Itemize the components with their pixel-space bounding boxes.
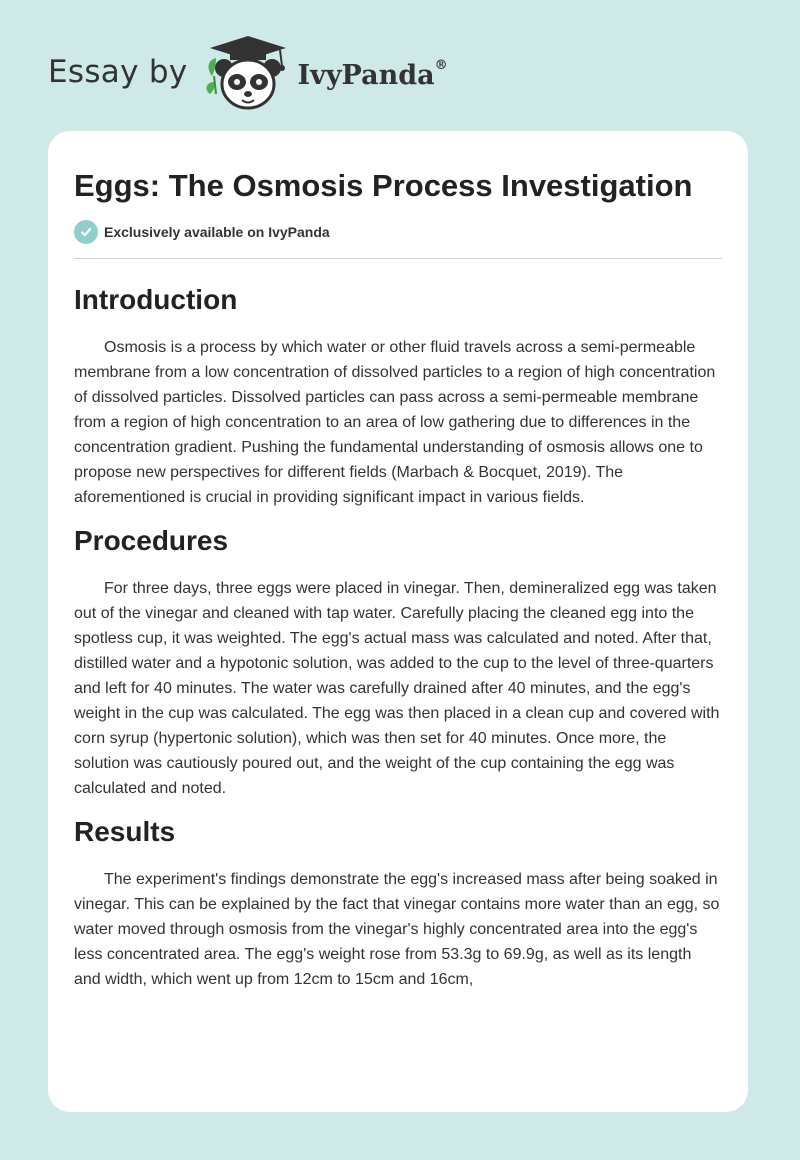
panda-graduate-icon (202, 32, 294, 112)
badge-label: Exclusively available on IvyPanda (104, 224, 330, 240)
section-text-procedures: For three days, three eggs were placed in vinegar. Then, demineralized egg was taken out of the vinegar and cleaned with tap water. Carefully placing the cleaned egg into the spotless cup, it was weighted. The egg's actual mass was calculated and noted. After that, distilled water and a hypotonic solution, was added to the cup to the level of three-quarters and left for 40 minutes. The water was carefully drained after 40 minutes, and the egg's weight in the cup was calculated. The egg was then placed in a clean cup and covered with corn syrup (hypertonic solution), which was then set for 40 minutes. Once more, the solution was cautiously poured out, and the weight of the cup containing the egg was calculated and noted. (74, 580, 720, 797)
essay-by-label: Essay by (48, 54, 188, 90)
section-heading-results: Results (74, 816, 176, 847)
section-heading-introduction: Introduction (74, 284, 238, 315)
article-card (48, 131, 748, 1112)
site-header (48, 32, 448, 112)
ivypanda-logo[interactable] (202, 32, 448, 112)
exclusive-badge (74, 220, 722, 259)
brand-name: IvyPanda® (297, 57, 448, 91)
article-title: Eggs: The Osmosis Process Investigation (74, 168, 693, 203)
section-text-introduction: Osmosis is a process by which water or other fluid travels across a semi-permeable membrane from a low concentration of dissolved particles to a region of high concentration of dissolved particles. Dissolved particles can pass across a semi-permeable membrane from a region of high concentration to an area of low gathering due to differences in the concentration gradient. Pushing the fundamental understanding of osmosis allows one to propose new perspectives for different fields (Marbach & Bocquet, 2019). The aforementioned is crucial in providing significant impact in various fields. (74, 339, 716, 506)
section-heading-procedures: Procedures (74, 525, 229, 556)
check-icon (74, 220, 98, 244)
section-text-results: The experiment's findings demonstrate the egg's increased mass after being soaked in vinegar. This can be explained by the fact that vinegar contains more water than an egg, so water moved through osmosis from the vinegar's highly concentrated area into the egg's less concentrated area. The egg's weight rose from 53.3g to 69.9g, as well as its length and width, which went up from 12cm to 15cm and 16cm, (74, 871, 720, 988)
